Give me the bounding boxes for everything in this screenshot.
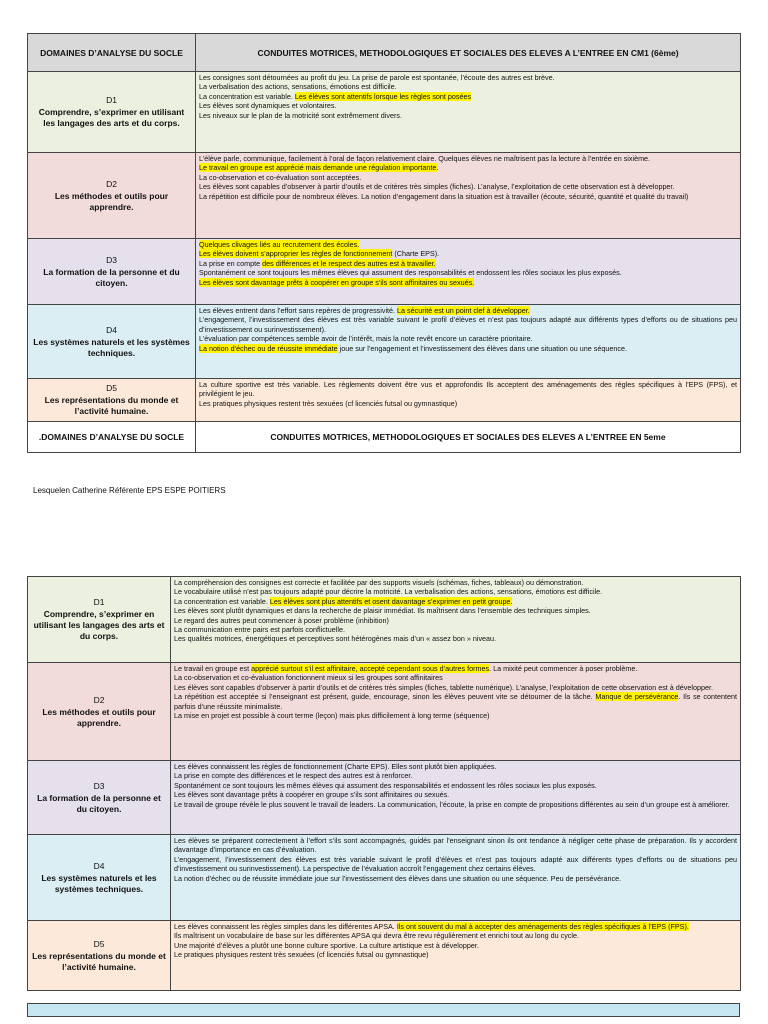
text-segment: Les élèves sont capables d’observer à partir d’outils et de critères très simples (fiches). L’analyse, l’exploitation de cette observation est à développer. [199, 182, 675, 192]
highlighted-text: Manque de persévérance [595, 692, 679, 702]
content2-d4 [171, 835, 741, 921]
content-line [199, 268, 737, 277]
content-line [174, 587, 737, 596]
content-line [199, 306, 737, 315]
content-line [199, 92, 737, 101]
table-footer-header [28, 422, 741, 453]
text-segment: Le travail en groupe est [174, 664, 252, 673]
row2-d4 [28, 835, 741, 921]
highlighted-text: La sécurité est un point clef à développer. [397, 306, 530, 315]
text-segment: La prise en compte des différences et le respect des autres est à renforcer. [174, 771, 413, 781]
text-segment: L’évaluation par compétences semble avoir de l’intérêt, mais la note revêt encore un caractère prioritaire. [199, 334, 533, 344]
content-line [199, 173, 737, 182]
text-segment: La co-observation et co-évaluation fonctionnent mieux si les groupes sont affinitaires [174, 673, 443, 683]
content-line [174, 855, 737, 874]
content2-d2 [171, 663, 741, 761]
row2-d1 [28, 577, 741, 663]
table-cm1 [27, 33, 741, 453]
table-header [28, 34, 741, 72]
content-line [199, 101, 737, 110]
content-line [174, 664, 737, 673]
text-segment: La prise en compte [199, 258, 263, 268]
content-line [199, 182, 737, 191]
text-segment: La notion d’échec ou de réussite immédiate joue sur l’investissement des élèves dans une situation ou une séquence. Peu de persévérance. [174, 873, 622, 883]
content-line [199, 249, 737, 258]
text-segment: Une majorité d’élèves a plutôt une bonne culture sportive. La culture artistique est à développer. [174, 940, 479, 950]
text-segment: Les élèves sont plutôt dynamiques et dans la recherche de plaisir immédiat. Ils maîtrisent dans l’ensemble des techniques simples. [174, 606, 591, 616]
text-segment: joue sur l’engagement et l’investissement des élèves dans une situation ou une séquence. [337, 343, 627, 353]
text-segment: La verbalisation des actions, sensations, émotions est difficile. [199, 82, 397, 92]
header-domains: DOMAINES D’ANALYSE DU SOCLE [28, 34, 196, 72]
content-line [174, 673, 737, 682]
content-d1 [196, 72, 741, 153]
table-5eme [27, 576, 741, 991]
row-d1 [28, 72, 741, 153]
content-line [199, 154, 737, 163]
text-segment: Spontanément ce sont toujours les mêmes élèves qui assument des responsabilités et endossent les rôles sociaux les plus exposés. [199, 268, 622, 278]
content-line [199, 315, 737, 334]
content-line [174, 683, 737, 692]
domain2-d3: D3 La formation de la personne et du citoyen. [28, 761, 171, 835]
content-line [174, 800, 737, 809]
content-line [174, 711, 737, 720]
content-line [174, 941, 737, 950]
text-segment: Les élèves sont dynamiques et volontaires. [199, 101, 337, 111]
row-d3 [28, 239, 741, 305]
text-segment: La mise en projet est possible à court terme (leçon) mais plus difficilement à long terme (séquence) [174, 711, 490, 721]
content-line [199, 111, 737, 120]
content-line [174, 874, 737, 883]
content-line [174, 616, 737, 625]
row-d4 [28, 305, 741, 379]
text-segment: L’engagement, l’investissement des élèves est très variable suivant le profil d’élèves et n’est pas toujours adapté aux différents types d’efforts ou de situations peu d’investissement ou surinvestissement). La perspective de l’évaluation accroît l’engagement chez certains élèves. [174, 854, 737, 874]
author-line: Lesquelen Catherine Référente EPS ESPE POITIERS [33, 486, 226, 495]
domain2-d2: D2 Les méthodes et outils pour apprendre. [28, 663, 171, 761]
highlighted-text: Quelques clivages liés au recrutement des écoles. [199, 240, 360, 249]
text-segment: Les élèves entrent dans l’effort sans repères de progressivité. [199, 306, 398, 315]
text-segment: Les élèves connaissent les règles de fonctionnement (Charte EPS). Elles sont plutôt bien appliquées. [174, 762, 497, 771]
content-line [174, 950, 737, 959]
text-segment: Les élèves sont davantage prêts à coopérer en groupe s’ils sont affinitaires ou sexués. [174, 790, 450, 800]
row2-d2 [28, 663, 741, 761]
text-segment: Les élèves connaissent les règles simples dans les différentes APSA. [174, 922, 397, 931]
row-d5 [28, 379, 741, 422]
content-line [174, 606, 737, 615]
text-segment: . Ils se contentent parfois d’une réussite minimaliste. [174, 692, 737, 711]
content-d4 [196, 305, 741, 379]
highlighted-text: Ils ont souvent du mal à accepter des aménagements des règles spécifiques à l’EPS (FPS). [396, 922, 689, 931]
content2-d1 [171, 577, 741, 663]
highlighted-text: Les élèves sont davantage prêts à coopérer en groupe s’ils sont affinitaires ou sexués. [199, 277, 475, 287]
content-line [174, 762, 737, 771]
content-line [199, 278, 737, 287]
text-segment: La communication entre pairs est parfois conflictuelle. [174, 625, 345, 635]
text-segment: Les pratiques physiques restent très sexuées (cf licenciés futsal ou gymnastique) [199, 398, 458, 408]
content-line [199, 259, 737, 268]
highlighted-text: La notion d’échec ou de réussite immédiate [199, 343, 338, 353]
content-line [174, 578, 737, 587]
content-line [199, 240, 737, 249]
footer-domains: .DOMAINES D’ANALYSE DU SOCLE [28, 422, 196, 453]
content-line [174, 836, 737, 855]
highlighted-text: apprécié surtout s’il est affinitaire, accepté cependant sous d’autres formes [251, 664, 490, 673]
highlighted-text: des différences et le respect des autres est à travailler. [262, 258, 436, 268]
next-table-header-bar [27, 1003, 740, 1017]
text-segment: Le regard des autres peut commencer à poser problème (inhibition) [174, 615, 389, 625]
domain-d2: D2 Les méthodes et outils pour apprendre. [28, 153, 196, 239]
text-segment: Le vocabulaire utilisé n’est pas toujours adapté pour décrire la motricité. La verbalisation des actions, sensations, émotions est difficile. [174, 587, 603, 597]
content-line [174, 634, 737, 643]
content-line [199, 73, 737, 82]
content-line [174, 771, 737, 780]
content-line [174, 597, 737, 606]
text-segment: Les consignes sont détournées au profit du jeu. La prise de parole est spontanée, l’écoute des autres est brève. [199, 73, 555, 82]
domain-d1: D1 Comprendre, s’exprimer en utilisant les langages des arts et du corps. [28, 72, 196, 153]
content-line [174, 931, 737, 940]
content-line [199, 344, 737, 353]
text-segment: Le travail de groupe révèle le plus souvent le travail de leaders. La communication, l’écoute, la prise en compte de propositions différentes au sein d’un groupe est à améliorer. [174, 799, 730, 809]
domain-d5: D5 Les représentations du monde et l’activité humaine. [28, 379, 196, 422]
content-line [174, 781, 737, 790]
content-d2 [196, 153, 741, 239]
row2-d5 [28, 921, 741, 991]
footer-conduites-5eme: CONDUITES MOTRICES, METHODOLOGIQUES ET SOCIALES DES ELEVES A L’ENTREE EN 5eme [196, 422, 741, 453]
text-segment: La culture sportive est très variable. Les règlements doivent être vus et approfondis Ils acceptent des aménagements des règles spécifiques à l’EPS (FPS), et privilégient le jeu. [199, 380, 737, 399]
highlighted-text: Les élèves doivent s’approprier les règles de fonctionnement [199, 249, 393, 259]
text-segment: Les qualités motrices, énergétiques et perceptives sont hétérogènes mais d’un « assez bon » niveau. [174, 634, 497, 644]
text-segment: Ils maîtrisent un vocabulaire de base sur les différentes APSA qui devra être revu régulièrement et enrichi tout au long du cycle. [174, 931, 579, 941]
content-line [199, 380, 737, 399]
content-line [199, 192, 737, 201]
domain2-d4: D4 Les systèmes naturels et les systèmes techniques. [28, 835, 171, 921]
text-segment: Le pratiques physiques restent très sexuées (cf licenciés futsal ou gymnastique) [174, 950, 429, 960]
domain2-d1: D1 Comprendre, s’exprimer en utilisant les langages des arts et du corps. [28, 577, 171, 663]
domain-d4: D4 Les systèmes naturels et les systèmes techniques. [28, 305, 196, 379]
content-line [174, 922, 737, 931]
content-line [174, 790, 737, 799]
text-segment: L’engagement, l’investissement des élèves est très variable suivant le profil d’élèves et n’est pas toujours adapté aux différents types d’efforts ou de situations peu d’investissement ou surinvestissement). [199, 315, 737, 334]
content-d3 [196, 239, 741, 305]
content-line [174, 625, 737, 634]
content2-d5 [171, 921, 741, 991]
content-d5 [196, 379, 741, 422]
text-segment: La compréhension des consignes est correcte et facilitée par des supports visuels (schémas, fiches, tableaux) ou démonstration. [174, 578, 584, 587]
content-line [199, 163, 737, 172]
text-segment: Les élèves se préparent correctement à l’effort s’ils sont accompagnés, guidés par l’enseignant sinon ils ont tendance à négliger cette phase de préparation. Ils y accordent davantage d’importance en cas d’évaluation. [174, 836, 737, 855]
row2-d3 [28, 761, 741, 835]
highlighted-text: Le travail en groupe est apprécié mais demande une régulation importante. [199, 163, 439, 173]
text-segment: (Charte EPS). [392, 249, 440, 259]
highlighted-text: Les élèves sont plus attentifs et osent davantage s’exprimer en petit groupe. [269, 596, 513, 606]
content-line [174, 692, 737, 711]
domain-d3: D3 La formation de la personne et du citoyen. [28, 239, 196, 305]
text-segment: Les niveaux sur le plan de la motricité sont extrêmement divers. [199, 110, 402, 120]
text-segment: Spontanément ce sont toujours les mêmes élèves qui assument des responsabilités et endossent les rôles sociaux les plus exposés. [174, 780, 597, 790]
text-segment: La concentration est variable. [174, 596, 270, 606]
content2-d3 [171, 761, 741, 835]
text-segment: L’élève parle, communique, facilement à l’oral de façon relativement claire. Quelques élèves ne maîtrisent pas la lecture à l’entrée en sixième. [199, 154, 651, 163]
domain2-d5: D5 Les représentations du monde et l’activité humaine. [28, 921, 171, 991]
text-segment: La concentration est variable. [199, 91, 295, 101]
text-segment: La co-observation et co-évaluation sont acceptées. [199, 172, 362, 182]
content-line [199, 399, 737, 408]
row-d2 [28, 153, 741, 239]
highlighted-text: Les élèves sont attentifs lorsque les règles sont posées [294, 91, 472, 101]
text-segment: . La mixité peut commencer à poser problème. [489, 664, 638, 673]
content-line [199, 82, 737, 91]
text-segment: La répétition est acceptée si l’enseignant est présent, guide, encourage, sinon les élèves peuvent vite se détourner de la tâche. [174, 692, 596, 702]
header-conduites-cm1: CONDUITES MOTRICES, METHODOLOGIQUES ET SOCIALES DES ELEVES A L’ENTREE EN CM1 (6ème) [196, 34, 741, 72]
text-segment: La répétition est difficile pour de nombreux élèves. La notion d’engagement dans la situation est à travailler (écoute, sécurité, quantité et qualité du travail) [199, 191, 689, 201]
text-segment: Les élèves sont capables d’observer à partir d’outils et de critères très simples (fiches, tablette numérique). L’analyse, l’exploitation de cette observation est à développer. [174, 682, 713, 692]
content-line [199, 334, 737, 343]
